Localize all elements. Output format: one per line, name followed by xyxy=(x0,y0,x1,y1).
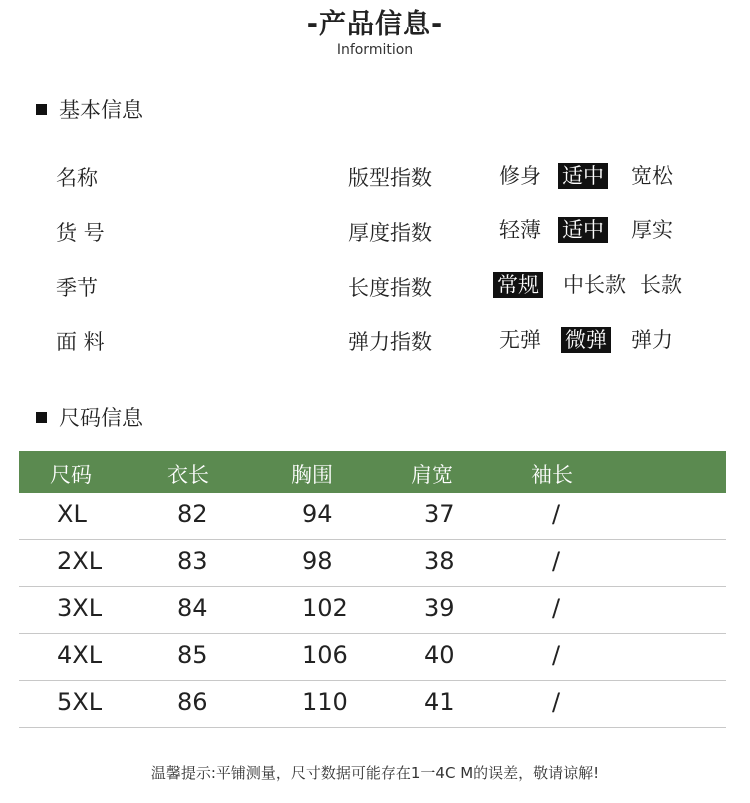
cell-sleeve: / xyxy=(552,500,561,528)
cell-chest: 110 xyxy=(302,688,348,716)
table-row xyxy=(19,681,726,728)
thickness-option-thin: 轻薄 xyxy=(499,218,541,242)
cell-length: 83 xyxy=(177,547,208,575)
cell-shoulder: 40 xyxy=(424,641,455,669)
table-header xyxy=(19,451,726,493)
label-length-index: 长度指数 xyxy=(348,276,432,300)
table-row xyxy=(19,587,726,634)
table-row xyxy=(19,540,726,587)
cell-size: 4XL xyxy=(57,641,103,669)
cell-size: XL xyxy=(57,500,87,528)
length-option-mid-long: 中长款 xyxy=(563,273,626,297)
measurement-note: 温馨提示:平铺测量，尺寸数据可能存在1一4C M的误差，敬请谅解! xyxy=(150,764,600,782)
cell-length: 85 xyxy=(177,641,208,669)
cell-length: 86 xyxy=(177,688,208,716)
length-option-long: 长款 xyxy=(640,273,682,297)
fit-option-loose: 宽松 xyxy=(631,164,673,188)
cell-chest: 102 xyxy=(302,594,348,622)
column-header-chest: 胸围 xyxy=(291,463,333,487)
cell-shoulder: 39 xyxy=(424,594,455,622)
table-row xyxy=(19,493,726,540)
column-header-shoulder: 肩宽 xyxy=(411,463,453,487)
label-stretch-index: 弹力指数 xyxy=(348,330,432,354)
cell-chest: 98 xyxy=(302,547,333,575)
label-thickness-index: 厚度指数 xyxy=(348,221,432,245)
cell-size: 2XL xyxy=(57,547,103,575)
cell-shoulder: 38 xyxy=(424,547,455,575)
stretch-option-stretch: 弹力 xyxy=(631,328,673,352)
cell-chest: 94 xyxy=(302,500,333,528)
stretch-option-none: 无弹 xyxy=(499,328,541,352)
label-name: 名称 xyxy=(56,166,98,190)
size-info-heading xyxy=(36,402,143,432)
cell-size: 3XL xyxy=(57,594,103,622)
cell-length: 82 xyxy=(177,500,208,528)
label-season: 季节 xyxy=(56,276,98,300)
label-item-number: 货 号 xyxy=(56,221,105,245)
column-header-sleeve: 袖长 xyxy=(531,463,573,487)
cell-shoulder: 37 xyxy=(424,500,455,528)
cell-length: 84 xyxy=(177,594,208,622)
thickness-option-thick: 厚实 xyxy=(631,218,673,242)
square-bullet-icon xyxy=(36,412,47,423)
square-bullet-icon xyxy=(36,104,47,115)
fit-option-slim: 修身 xyxy=(499,164,541,188)
stretch-option-slight-selected: 微弹 xyxy=(561,327,611,353)
label-fit-index: 版型指数 xyxy=(348,166,432,190)
cell-chest: 106 xyxy=(302,641,348,669)
cell-sleeve: / xyxy=(552,547,561,575)
cell-shoulder: 41 xyxy=(424,688,455,716)
thickness-option-medium-selected: 适中 xyxy=(558,217,608,243)
cell-sleeve: / xyxy=(552,688,561,716)
column-header-size: 尺码 xyxy=(50,463,92,487)
basic-info-heading xyxy=(36,94,143,124)
size-info-heading-text: 尺码信息 xyxy=(59,406,143,430)
table-row xyxy=(19,634,726,681)
basic-info-heading-text: 基本信息 xyxy=(59,98,143,122)
cell-size: 5XL xyxy=(57,688,103,716)
column-header-length: 衣长 xyxy=(167,463,209,487)
cell-sleeve: / xyxy=(552,594,561,622)
label-fabric: 面 料 xyxy=(56,330,105,354)
cell-sleeve: / xyxy=(552,641,561,669)
page-title: -产品信息- xyxy=(306,9,444,40)
length-option-regular-selected: 常规 xyxy=(493,272,543,298)
fit-option-regular-selected: 适中 xyxy=(558,163,608,189)
page-subtitle: Informition xyxy=(336,42,414,58)
size-table xyxy=(19,451,726,728)
